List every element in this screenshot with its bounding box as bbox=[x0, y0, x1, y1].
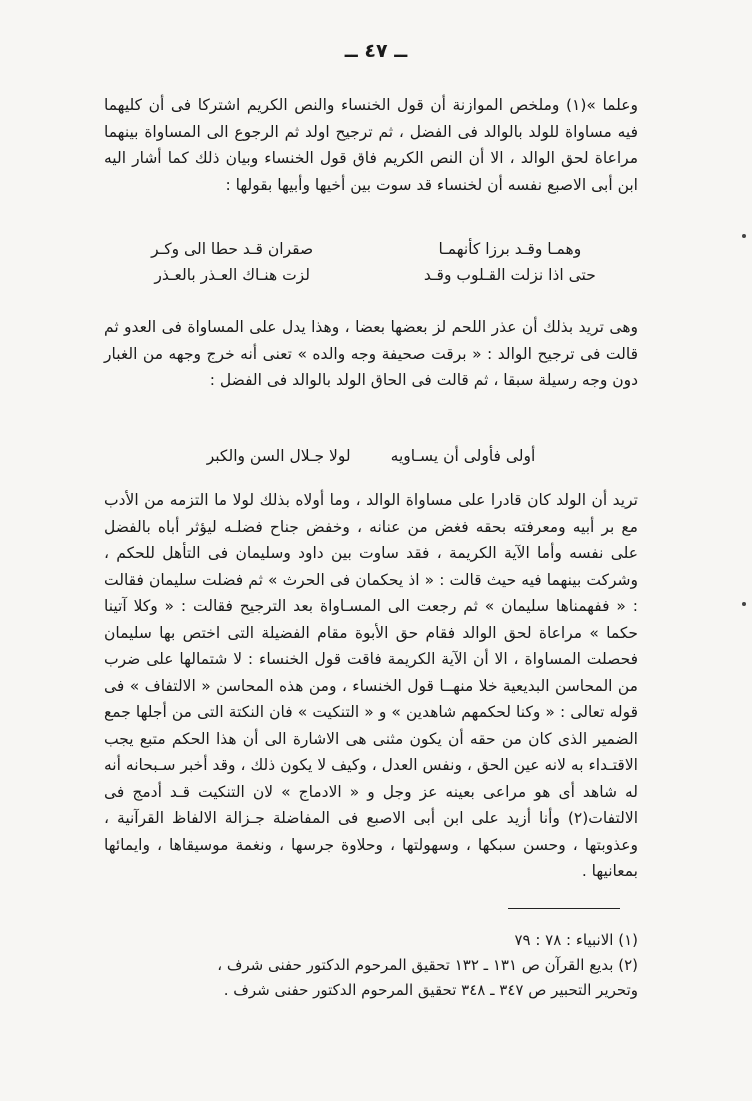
scan-edge-mark bbox=[742, 602, 746, 606]
verse-line-1 bbox=[104, 236, 638, 262]
verse-line-3-first-hemistich: أولى فأولى أن يسـاويه bbox=[390, 447, 536, 465]
verse-line-3-second-hemistich: لولا جـلال السن والكبر bbox=[206, 447, 351, 465]
paragraph-1: وعلما »(١) وملخص الموازنة أن قول الخنساء والنص الكريم اشتركا فى أن كليهما فيه مساواة للولد بالوالد فى الفضل ، ثم ترجيح اولد ثم الرجوع الى المساواة بينهما مراعاة لحق الوالد ، الا أن النص الكريم فاق قول الخنساء وبيان ذلك كما أشار اليه ابن أبى الاصبع نفسه أن لخنساء قد سوت بين أخيها وأبيها بقولها : bbox=[104, 96, 638, 194]
paragraph-3: تريد أن الولد كان قادرا على مساواة الوالد ، وما أولاه بذلك لولا ما التزمه من الأدب مع بر أبيه ومعرفته بحقه فغض من عنانه ، وخفض جناح فضلـه ليؤثر أباه بالفضل على نفسه وأما الآية الكريمة ، فقد ساوت بين داود وسليمان فى التأهل للحكم ، وشركت بينهما فيه حيث قالت : « اذ يحكمان فى الحرث » ثم فضلت سليمان فقالت : « ففهمناها سليمان » ثم رجعت الى المسـاواة بعد الترجيح فقالت : « وكلا آتينا حكما » مراعاة لحق الوالد فقام حق الأبوة مقام الفضيلة التى اختص بها سليمان فحصلت المساواة ، الا أن الآية الكريمة فاقت قول الخنساء : لا شتمالها على ضرب من المحاسن البديعية خلا منهــا قول الخنساء ، ومن هذه المحاسن « الالتفاف » فى قوله تعالى : « وكنا لحكمهم شاهدين » و « التنكيت » فان النكتة التى من أجلها جمع الضمير الذى كان من حقه أن يكون مثنى هى الاشارة الى أن هذا الحكم متبع يجب الاقتـداء به لانه عين الحق ، ونفس العدل ، وكيف لا يكون ذلك ، وقد أخبر سـبحانه أنه له شاهد أى هو مراعى بعينه عز وجل و « الادماج » لان التنكيت قـد أدمج فى الالتفات(٢) وأنا أزيد على ابن أبى الاصبع فى المفاضلة جـزالة الالفاظ القرآنية ، وعذوبتها ، وحسن سبكها ، وسهولتها ، وحلاوة جرسها ، ونغمة موسيقاها ، وايمائها بمعانيها . bbox=[104, 491, 638, 880]
verse-line-2-first-hemistich: حتى اذا نزلت القـلوب وقـد bbox=[423, 266, 596, 284]
footnote-2-continued: وتحرير التحبير ص ٣٤٧ ـ ٣٤٨ تحقيق المرحوم الدكتور حفنى شرف . bbox=[223, 981, 638, 999]
poem-couplet-2 bbox=[104, 443, 638, 469]
poem-couplet-1 bbox=[104, 236, 638, 288]
footnote-divider bbox=[508, 908, 620, 909]
verse-line-2 bbox=[104, 262, 638, 288]
scan-edge-mark bbox=[742, 234, 746, 238]
verse-line-1-second-hemistich: صقران قـد حطا الى وكـر bbox=[151, 240, 314, 258]
footnote-2: (٢) بديع القرآن ص ١٣١ ـ ١٣٢ تحقيق المرحوم الدكتور حفنى شرف ، bbox=[217, 956, 638, 974]
verse-line-1-first-hemistich: وهمـا وقـد برزا كأنهمـا bbox=[438, 240, 582, 258]
paragraph-2: وهى تريد بذلك أن عذر اللحم لز بعضها بعضا ، وهذا يدل على المساواة فى العدو ثم قالت فى ترجيح الوالد : « برقت صحيفة وجه والده » تعنى أنه خرج وجهه من الغبار دون وجه رسيلة سبقا ، ثم قالت فى الحاق الولد بالوالد فى الفضل : bbox=[104, 318, 638, 389]
footnote-1: (١) الانبياء : ٧٨ : ٧٩ bbox=[514, 931, 638, 949]
footnotes bbox=[104, 928, 638, 1003]
verse-line-2-second-hemistich: لزت هنـاك العـذر بالعـذر bbox=[154, 266, 310, 284]
verse-line-3 bbox=[104, 443, 638, 469]
page-number: ــ ٤٧ ــ bbox=[344, 40, 408, 62]
